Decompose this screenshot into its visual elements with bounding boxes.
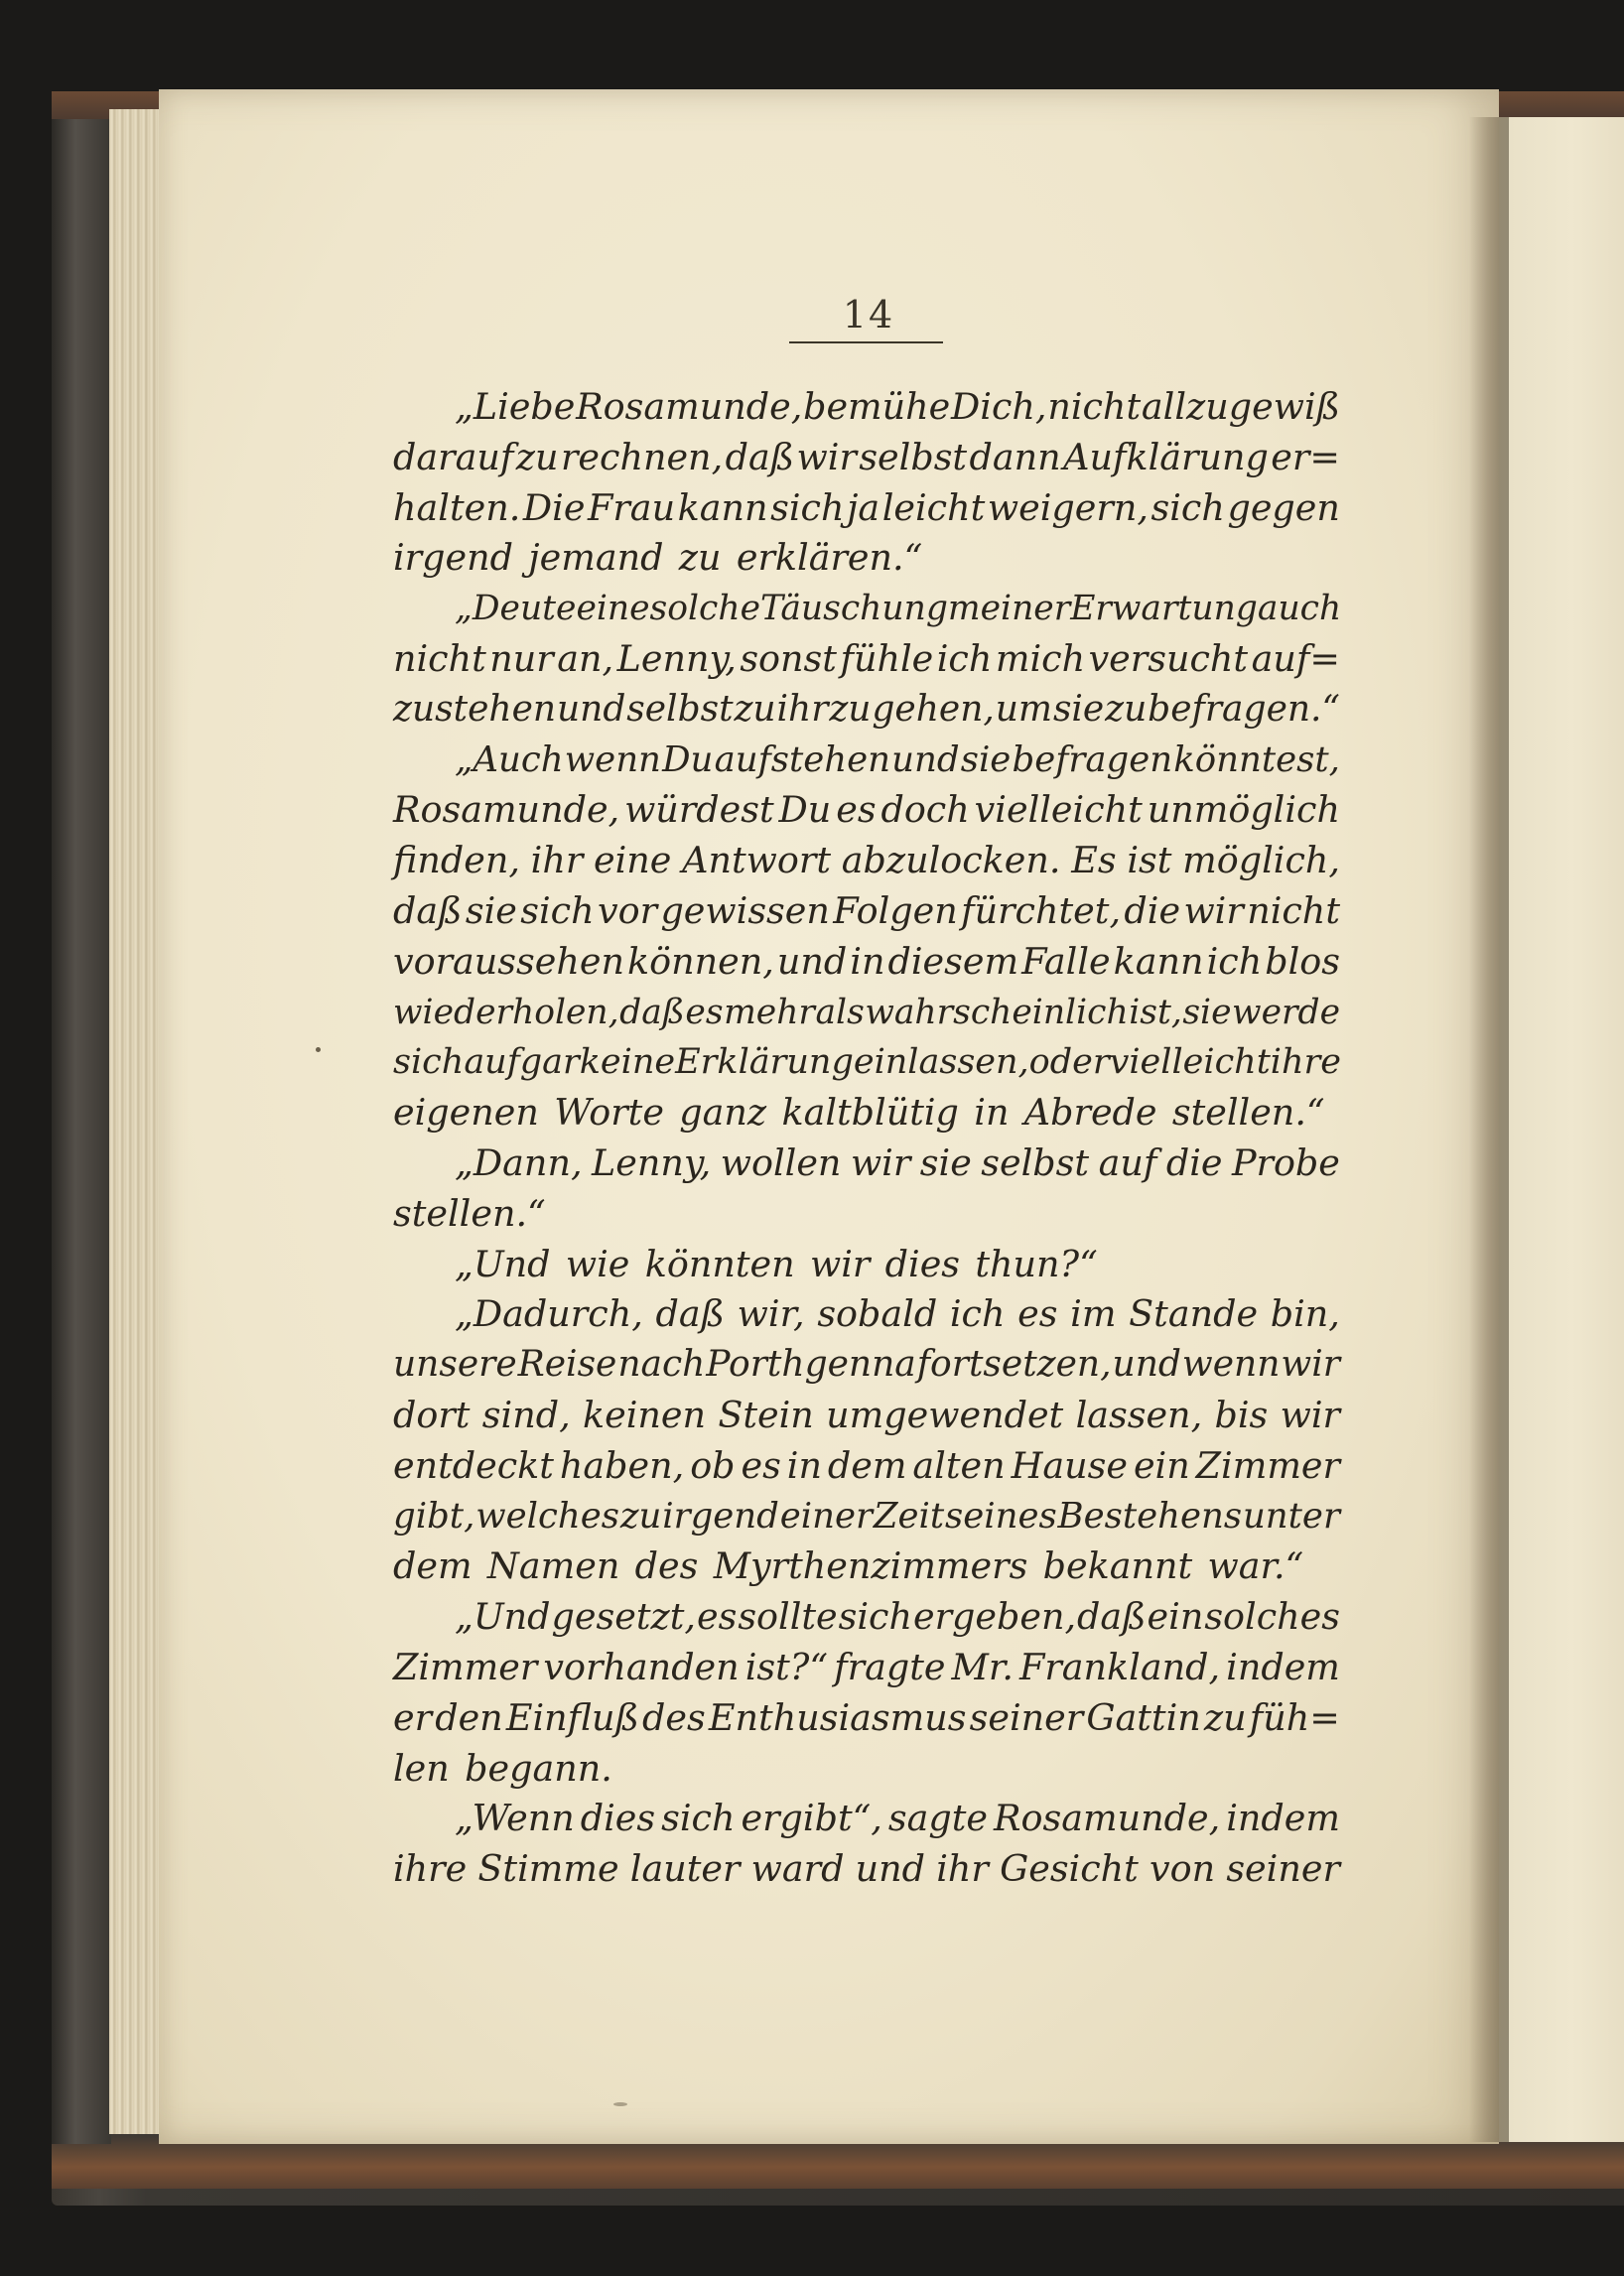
word: gesetzt, bbox=[551, 1595, 696, 1639]
text-line bbox=[393, 1441, 1340, 1492]
word: gegen bbox=[1227, 485, 1340, 529]
text-line bbox=[393, 736, 1340, 786]
word: nicht bbox=[1047, 385, 1142, 428]
word: ist bbox=[1127, 839, 1172, 882]
word: und bbox=[776, 939, 848, 983]
word: len bbox=[393, 1746, 450, 1790]
page-text bbox=[393, 382, 1340, 1895]
word: sich bbox=[661, 1797, 736, 1840]
word: er bbox=[393, 1695, 433, 1739]
word: meiner bbox=[947, 589, 1071, 629]
word: Täuschung bbox=[760, 589, 948, 629]
word: fühle bbox=[840, 636, 934, 680]
word: und bbox=[1112, 1344, 1181, 1386]
word: solches bbox=[1204, 1595, 1340, 1639]
word: sie bbox=[960, 738, 1012, 780]
word: ob bbox=[690, 1443, 736, 1487]
word: ihr bbox=[530, 839, 584, 882]
word: doch bbox=[880, 788, 970, 832]
word: ein bbox=[1147, 1595, 1204, 1639]
word: sind, bbox=[481, 1393, 571, 1436]
word: zustehen bbox=[393, 688, 557, 730]
text-line bbox=[393, 382, 1340, 433]
page-gutter-shadow bbox=[1469, 117, 1509, 2142]
word: Stein bbox=[718, 1393, 814, 1436]
cover-left-edge bbox=[52, 119, 111, 2144]
word: wir bbox=[850, 1140, 911, 1184]
text-line bbox=[393, 1240, 1340, 1290]
word: irgend bbox=[393, 536, 513, 580]
text-line bbox=[393, 1189, 1340, 1240]
word: fragte bbox=[834, 1645, 946, 1688]
word: leicht bbox=[881, 485, 986, 529]
word: lauter bbox=[629, 1847, 741, 1891]
word: könntest, bbox=[1173, 738, 1340, 780]
text-line bbox=[393, 483, 1340, 534]
word: „Auch bbox=[455, 738, 564, 780]
word: ist, bbox=[1129, 992, 1182, 1032]
word: Reise bbox=[517, 1344, 617, 1386]
word: aufstehen bbox=[714, 738, 890, 780]
word: und bbox=[891, 738, 960, 780]
word: nur bbox=[489, 636, 554, 680]
word: sich bbox=[520, 888, 595, 932]
word: befragen.“ bbox=[1148, 688, 1340, 730]
word: auch bbox=[1257, 589, 1342, 629]
word: wenn bbox=[564, 738, 661, 780]
word: Du bbox=[778, 788, 832, 832]
word: Rosamunde, bbox=[994, 1797, 1221, 1840]
word: „Dann, bbox=[455, 1140, 583, 1184]
word: an, bbox=[557, 636, 614, 680]
word: gibt, bbox=[393, 1495, 475, 1537]
word: haben, bbox=[559, 1443, 685, 1487]
word: Zimmer bbox=[393, 1645, 538, 1688]
word: sagte bbox=[887, 1797, 989, 1840]
word: er= bbox=[1271, 435, 1340, 478]
word: indem bbox=[1226, 1645, 1340, 1688]
word: sie bbox=[465, 888, 517, 932]
text-line bbox=[393, 584, 1340, 634]
word: dann bbox=[969, 435, 1061, 478]
word: wir, bbox=[737, 1292, 805, 1336]
word: Gattin bbox=[1086, 1695, 1201, 1739]
word: befragen bbox=[1012, 738, 1173, 780]
word: um bbox=[995, 688, 1053, 730]
word: Stande bbox=[1129, 1292, 1259, 1336]
word: unmöglich bbox=[1147, 788, 1340, 832]
text-line bbox=[393, 1391, 1340, 1441]
word: Aufklärung bbox=[1063, 435, 1269, 478]
text-line bbox=[393, 533, 1340, 584]
word: zu bbox=[734, 688, 776, 730]
word: Die bbox=[522, 485, 586, 529]
word: daß bbox=[619, 992, 685, 1032]
word: einer bbox=[779, 1495, 873, 1537]
word: seines bbox=[945, 1495, 1057, 1537]
word: keine bbox=[579, 1042, 676, 1083]
word: wir bbox=[1183, 888, 1244, 932]
word: kann bbox=[677, 485, 768, 529]
word: irgend bbox=[662, 1495, 779, 1537]
word: füh= bbox=[1249, 1695, 1340, 1739]
word: Rosamunde, bbox=[576, 385, 803, 428]
word: nicht bbox=[393, 636, 486, 680]
word: sie bbox=[919, 1140, 972, 1184]
word: als bbox=[815, 992, 865, 1032]
word: unter bbox=[1242, 1495, 1340, 1537]
word: erklären.“ bbox=[736, 536, 923, 580]
word: sollte bbox=[738, 1595, 838, 1639]
word: „Und bbox=[455, 1595, 551, 1639]
word: würdest bbox=[624, 788, 774, 832]
word: bis bbox=[1214, 1393, 1269, 1436]
word: wir bbox=[796, 435, 857, 478]
word: sie bbox=[1052, 688, 1105, 730]
word: halten. bbox=[393, 485, 521, 529]
word: ja bbox=[847, 485, 880, 529]
word: in bbox=[850, 939, 885, 983]
word: in bbox=[974, 1091, 1010, 1135]
word: Worte bbox=[554, 1091, 664, 1135]
word: zu bbox=[515, 435, 559, 478]
word: ihre bbox=[1270, 1042, 1341, 1083]
word: wahrscheinlich bbox=[865, 992, 1129, 1032]
word: bemühe bbox=[803, 385, 951, 428]
word: auf bbox=[1098, 1140, 1157, 1184]
word: Es bbox=[1071, 839, 1117, 882]
word: sie bbox=[1182, 992, 1232, 1032]
word: auf bbox=[464, 1042, 520, 1083]
word: Lenny, bbox=[592, 1140, 712, 1184]
word: wir bbox=[1280, 1393, 1340, 1436]
word: es bbox=[685, 992, 724, 1032]
word: ist?“ bbox=[744, 1645, 829, 1688]
word: selbst bbox=[981, 1140, 1090, 1184]
word: kaltblütig bbox=[781, 1091, 959, 1135]
word: stellen.“ bbox=[393, 1191, 546, 1235]
word: ihr bbox=[776, 688, 829, 730]
word: gehen, bbox=[872, 688, 995, 730]
word: dies bbox=[884, 1242, 961, 1285]
word: sich bbox=[838, 1595, 912, 1639]
word: kann bbox=[1113, 939, 1204, 983]
text-line bbox=[393, 1541, 1340, 1592]
word: darauf bbox=[393, 435, 514, 478]
word: weigern, bbox=[987, 485, 1149, 529]
word: diesem bbox=[887, 939, 1019, 983]
word: Gesicht bbox=[1000, 1847, 1139, 1891]
word: Mr. bbox=[951, 1645, 1014, 1688]
word: oder bbox=[1028, 1042, 1110, 1083]
text-line bbox=[393, 634, 1340, 685]
text-line bbox=[393, 1138, 1340, 1189]
text-line bbox=[393, 1340, 1340, 1391]
word: selbst bbox=[859, 435, 968, 478]
word: alten bbox=[912, 1443, 1006, 1487]
word: es bbox=[1017, 1292, 1058, 1336]
word: ich bbox=[949, 1292, 1006, 1336]
word: Probe bbox=[1231, 1140, 1340, 1184]
word: keinen bbox=[583, 1393, 707, 1436]
text-line bbox=[393, 1088, 1340, 1138]
word: bin, bbox=[1270, 1292, 1340, 1336]
text-line bbox=[393, 1693, 1340, 1744]
text-line bbox=[393, 886, 1340, 937]
word: sich bbox=[1150, 485, 1225, 529]
word: eine bbox=[594, 839, 672, 882]
word: in bbox=[786, 1443, 822, 1487]
word: bekannt bbox=[1042, 1544, 1193, 1588]
word: umgewendet bbox=[826, 1393, 1064, 1436]
word: wenn bbox=[1181, 1344, 1281, 1386]
text-line bbox=[393, 836, 1340, 886]
word: versucht bbox=[1088, 636, 1249, 680]
text-line bbox=[393, 1844, 1340, 1895]
page-number-rule bbox=[789, 341, 943, 343]
text-line bbox=[393, 1744, 1340, 1795]
word: wiederholen, bbox=[393, 992, 619, 1032]
word: selbst bbox=[626, 688, 734, 730]
word: nicht bbox=[1247, 888, 1340, 932]
word: es bbox=[741, 1443, 781, 1487]
word: gewissen bbox=[660, 888, 830, 932]
word: daß bbox=[393, 888, 463, 932]
word: eine bbox=[576, 589, 650, 629]
word: ergeben, bbox=[912, 1595, 1077, 1639]
word: zu bbox=[619, 1495, 662, 1537]
word: rechnen, bbox=[560, 435, 724, 478]
word: sich bbox=[393, 1042, 465, 1083]
word: Namen bbox=[486, 1544, 620, 1588]
word: Porthgenna bbox=[706, 1344, 916, 1386]
word: voraussehen bbox=[393, 939, 624, 983]
word: zu bbox=[678, 536, 722, 580]
word: ich bbox=[936, 636, 993, 680]
word: des bbox=[642, 1695, 706, 1739]
text-line bbox=[393, 1643, 1340, 1693]
word: vorhanden bbox=[543, 1645, 740, 1688]
word: von bbox=[1150, 1847, 1216, 1891]
word: „Und bbox=[455, 1242, 551, 1285]
text-line bbox=[393, 685, 1340, 736]
word: zu bbox=[1203, 1695, 1247, 1739]
word: werde bbox=[1232, 992, 1340, 1032]
word: unsere bbox=[393, 1344, 517, 1386]
word: ihre bbox=[393, 1847, 468, 1891]
word: ganz bbox=[679, 1091, 767, 1135]
word: ihr bbox=[936, 1847, 989, 1891]
word: dem bbox=[393, 1544, 473, 1588]
word: Antwort bbox=[682, 839, 831, 882]
word: im bbox=[1070, 1292, 1117, 1336]
word: mehr bbox=[724, 992, 815, 1032]
word: finden, bbox=[393, 839, 520, 882]
word: Einfluß bbox=[505, 1695, 639, 1739]
word: ich bbox=[1206, 939, 1263, 983]
word: die bbox=[1165, 1140, 1223, 1184]
word: stellen.“ bbox=[1171, 1091, 1325, 1135]
word: Stimme bbox=[477, 1847, 619, 1891]
word: möglich, bbox=[1182, 839, 1340, 882]
page-number: 14 bbox=[842, 293, 895, 336]
paper-speck bbox=[316, 1047, 321, 1052]
text-line bbox=[393, 433, 1340, 483]
word: war.“ bbox=[1207, 1544, 1304, 1588]
text-line bbox=[393, 1794, 1340, 1844]
word: Rosamunde, bbox=[393, 788, 620, 832]
word: ein bbox=[1133, 1443, 1190, 1487]
word: indem bbox=[1226, 1797, 1340, 1840]
text-line bbox=[393, 1289, 1340, 1340]
word: welches bbox=[475, 1495, 619, 1537]
word: solche bbox=[649, 589, 761, 629]
paper-speck bbox=[613, 2102, 627, 2106]
word: Frau bbox=[588, 485, 676, 529]
word: könnten bbox=[644, 1242, 795, 1285]
word: des bbox=[634, 1544, 699, 1588]
word: fortsetzen, bbox=[916, 1344, 1112, 1386]
word: dies bbox=[580, 1797, 656, 1840]
word: lassen, bbox=[1075, 1393, 1203, 1436]
word: nach bbox=[617, 1344, 706, 1386]
word: abzulocken. bbox=[841, 839, 1061, 882]
word: es bbox=[836, 788, 877, 832]
word: begann. bbox=[465, 1746, 612, 1790]
word: Zeit bbox=[873, 1495, 945, 1537]
word: Abrede bbox=[1023, 1091, 1157, 1135]
word: Hause bbox=[1011, 1443, 1128, 1487]
facing-page bbox=[1494, 117, 1624, 2142]
word: Falle bbox=[1021, 939, 1111, 983]
word: zu bbox=[1105, 688, 1148, 730]
word: Dich, bbox=[951, 385, 1047, 428]
text-line bbox=[393, 1592, 1340, 1643]
word: auf= bbox=[1251, 636, 1340, 680]
word: wir bbox=[809, 1242, 871, 1285]
word: ward bbox=[750, 1847, 845, 1891]
word: wie bbox=[565, 1242, 630, 1285]
word: sonst bbox=[740, 636, 837, 680]
word: sobald bbox=[817, 1292, 938, 1336]
word: Erklärung bbox=[675, 1042, 854, 1083]
word: und bbox=[855, 1847, 926, 1891]
word: Folgen bbox=[833, 888, 958, 932]
text-line bbox=[393, 1492, 1340, 1542]
word: vor bbox=[598, 888, 658, 932]
text-line bbox=[393, 1037, 1340, 1088]
text-line bbox=[393, 937, 1340, 988]
word: blos bbox=[1265, 939, 1340, 983]
word: daß bbox=[1077, 1595, 1147, 1639]
word: eigenen bbox=[393, 1091, 539, 1135]
word: jemand bbox=[528, 536, 664, 580]
word: ergibt“, bbox=[741, 1797, 882, 1840]
word: es bbox=[696, 1595, 738, 1639]
word: Erwartung bbox=[1070, 589, 1258, 629]
word: seiner bbox=[969, 1695, 1084, 1739]
word: „Liebe bbox=[455, 385, 576, 428]
word: „Dadurch, bbox=[455, 1292, 643, 1336]
word: dem bbox=[827, 1443, 907, 1487]
word: wollen bbox=[720, 1140, 842, 1184]
word: sich bbox=[770, 485, 845, 529]
word: Frankland, bbox=[1019, 1645, 1221, 1688]
word: gar bbox=[519, 1042, 580, 1083]
word: Myrthenzimmers bbox=[713, 1544, 1028, 1588]
word: Lenny, bbox=[616, 636, 737, 680]
word: vielleicht bbox=[1109, 1042, 1271, 1083]
word: Enthusiasmus bbox=[708, 1695, 967, 1739]
word: können, bbox=[627, 939, 774, 983]
text-line bbox=[393, 785, 1340, 836]
word: dort bbox=[393, 1393, 471, 1436]
word: Zimmer bbox=[1195, 1443, 1340, 1487]
word: zu bbox=[829, 688, 872, 730]
word: einlassen, bbox=[853, 1042, 1029, 1083]
word: daß bbox=[725, 435, 795, 478]
word: thun?“ bbox=[975, 1242, 1098, 1285]
word: seiner bbox=[1226, 1847, 1340, 1891]
word: wir bbox=[1281, 1344, 1340, 1386]
word: den bbox=[435, 1695, 503, 1739]
word: und bbox=[556, 688, 626, 730]
word: die bbox=[1124, 888, 1181, 932]
word: „Wenn bbox=[455, 1797, 575, 1840]
word: „Deute bbox=[455, 589, 577, 629]
word: mich bbox=[995, 636, 1086, 680]
word: Du bbox=[662, 738, 714, 780]
word: allzugewiß bbox=[1141, 385, 1340, 428]
word: vielleicht bbox=[974, 788, 1143, 832]
word: Bestehens bbox=[1057, 1495, 1243, 1537]
word: daß bbox=[655, 1292, 725, 1336]
word: entdeckt bbox=[393, 1443, 554, 1487]
text-line bbox=[393, 988, 1340, 1038]
word: fürchtet, bbox=[961, 888, 1122, 932]
